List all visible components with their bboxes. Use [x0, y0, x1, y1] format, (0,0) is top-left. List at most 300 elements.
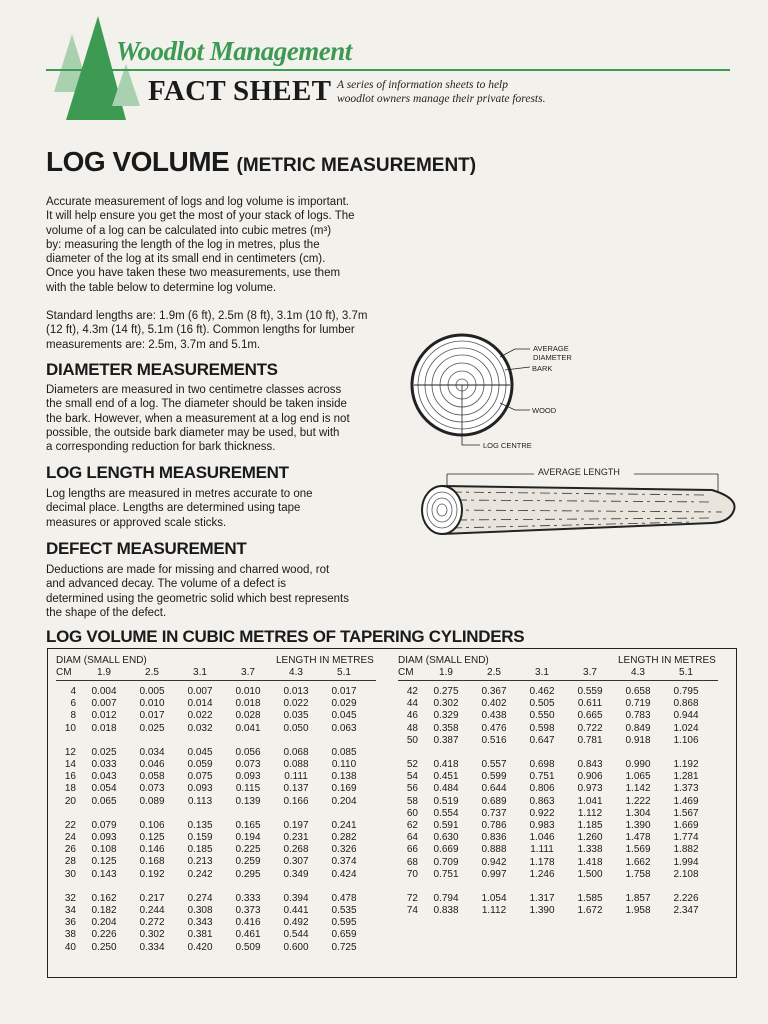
- table-row: [398, 735, 728, 747]
- volume-cell: 0.250: [91, 941, 117, 953]
- volume-cell: 0.204: [91, 917, 117, 929]
- volume-cell: 1.111: [530, 844, 554, 856]
- volume-cell: 1.065: [625, 771, 651, 783]
- volume-cell: 1.958: [625, 905, 651, 917]
- volume-cell: 0.550: [529, 710, 555, 722]
- table-row: [56, 832, 386, 844]
- volume-cell: 0.137: [283, 783, 309, 795]
- table-row: [398, 796, 728, 808]
- volume-cell: 0.068: [283, 746, 309, 758]
- text-line: Standard lengths are: 1.9m (6 ft), 2.5m (8 ft), 3.1m (10 ft), 3.7m: [46, 310, 368, 322]
- volume-cell: 1.390: [529, 905, 555, 917]
- volume-cell: 0.611: [577, 698, 603, 710]
- label-average-diameter: AVERAGE DIAMETER: [533, 344, 572, 362]
- volume-cell: 0.997: [481, 868, 507, 880]
- volume-cell: 0.139: [235, 795, 261, 807]
- diameter-cell: 12: [64, 746, 76, 758]
- volume-cell: 0.022: [283, 698, 309, 710]
- volume-cell: 0.054: [91, 783, 117, 795]
- volume-cell: 0.045: [187, 746, 213, 758]
- volume-cell: 0.125: [91, 856, 117, 868]
- volume-cell: 1.246: [529, 868, 555, 880]
- volume-cell: 0.017: [331, 686, 357, 697]
- defect-heading: DEFECT MEASUREMENT: [46, 539, 247, 558]
- volume-cell: 0.795: [673, 686, 699, 697]
- volume-cell: 0.794: [433, 893, 459, 904]
- intro-paragraph: [46, 195, 381, 295]
- diameter-paragraph: [46, 383, 381, 454]
- volume-cell: 0.783: [625, 710, 651, 722]
- volume-cell: 0.059: [187, 759, 213, 770]
- diameter-cell: 36: [64, 917, 76, 929]
- volume-cell: 0.194: [235, 832, 261, 843]
- table-row: [398, 808, 728, 820]
- volume-cell: 0.093: [235, 771, 261, 783]
- table-row: [56, 796, 386, 808]
- volume-cell: 0.143: [91, 868, 117, 880]
- volume-cell: 0.093: [187, 783, 213, 795]
- volume-cell: 1.882: [673, 844, 699, 856]
- volume-cell: 0.045: [331, 710, 357, 722]
- volume-cell: 0.063: [331, 722, 357, 734]
- diameter-cell: 40: [64, 941, 76, 953]
- diameter-cell: 44: [406, 698, 418, 710]
- length-col-header: 3.1: [535, 667, 549, 678]
- volume-cell: 0.165: [235, 819, 261, 831]
- volume-cell: 0.046: [139, 759, 165, 770]
- volume-cell: 1.500: [577, 868, 603, 880]
- volume-cell: 0.089: [139, 795, 165, 807]
- volume-cell: 0.420: [187, 941, 213, 953]
- volume-cell: 1.185: [577, 820, 603, 831]
- fact-sheet-header: [0, 0, 768, 125]
- length-label: LENGTH IN METRES: [276, 655, 374, 666]
- volume-cell: 0.418: [433, 759, 459, 770]
- volume-cell: 0.041: [235, 722, 261, 734]
- diam-label: DIAM (SMALL END): [56, 655, 147, 666]
- length-heading: LOG LENGTH MEASUREMENT: [46, 463, 289, 482]
- volume-cell: 0.282: [331, 832, 357, 843]
- diameter-cell: 62: [406, 820, 418, 831]
- volume-cell: 0.110: [331, 759, 357, 770]
- volume-cell: 0.168: [139, 856, 165, 868]
- log-end-diagram: [405, 325, 605, 455]
- length-col-header: 1.9: [439, 667, 453, 678]
- header-rule: [46, 69, 730, 71]
- volume-cell: 0.781: [577, 734, 603, 746]
- text-line: with the table below to determine log volume.: [46, 281, 277, 294]
- volume-cell: 1.672: [577, 905, 603, 917]
- volume-cell: 0.669: [433, 844, 459, 856]
- text-line: the shape of the defect.: [46, 606, 167, 619]
- volume-cell: 0.079: [91, 819, 117, 831]
- volume-cell: 0.922: [529, 807, 555, 819]
- volume-cell: 1.178: [529, 856, 555, 868]
- volume-cell: 0.329: [433, 710, 459, 722]
- diameter-cell: 74: [406, 905, 418, 917]
- diameter-cell: 70: [406, 868, 418, 880]
- volume-cell: 0.658: [625, 686, 651, 697]
- volume-cell: 1.418: [577, 856, 603, 868]
- volume-cell: 0.751: [433, 868, 459, 880]
- diameter-cell: 16: [64, 771, 76, 783]
- volume-cell: 0.505: [529, 698, 555, 710]
- volume-cell: 0.115: [235, 783, 261, 795]
- volume-cell: 0.259: [235, 856, 261, 868]
- volume-cell: 0.295: [235, 868, 261, 880]
- volume-cell: 1.569: [625, 844, 651, 856]
- label-average-length: AVERAGE LENGTH: [538, 467, 620, 477]
- volume-cell: 0.476: [481, 722, 507, 734]
- length-col-header: 2.5: [145, 667, 159, 678]
- defect-paragraph: [46, 563, 381, 620]
- tree-logo-icon: [50, 14, 142, 122]
- table-row: [56, 710, 386, 722]
- volume-cell: 0.010: [235, 686, 261, 697]
- table-row: [56, 893, 386, 905]
- volume-cell: 0.111: [284, 771, 308, 783]
- volume-cell: 0.241: [331, 819, 357, 831]
- diameter-cell: 46: [406, 710, 418, 722]
- volume-cell: 1.994: [673, 856, 699, 868]
- volume-cell: 0.849: [625, 722, 651, 734]
- volume-cell: 0.559: [577, 686, 603, 697]
- label-log-centre: LOG CENTRE: [483, 441, 532, 450]
- table-row: [56, 869, 386, 881]
- volume-cell: 0.005: [139, 686, 165, 697]
- volume-cell: 0.863: [529, 795, 555, 807]
- diameter-cell: 10: [64, 722, 76, 734]
- volume-cell: 1.317: [529, 893, 555, 904]
- volume-cell: 0.358: [433, 722, 459, 734]
- volume-cell: 0.591: [433, 820, 459, 831]
- length-paragraph: [46, 487, 381, 530]
- page-title: LOG VOLUME (METRIC MEASUREMENT): [46, 146, 477, 177]
- volume-cell: 0.424: [331, 868, 357, 880]
- table-row: [398, 771, 728, 783]
- table-row: [398, 686, 728, 698]
- volume-cell: 0.544: [283, 929, 309, 941]
- brand-title: Woodlot Management: [116, 36, 352, 66]
- table-row: [398, 832, 728, 844]
- table-row: [398, 844, 728, 856]
- label-wood: WOOD: [532, 406, 557, 415]
- volume-cell: 0.169: [331, 783, 357, 795]
- volume-cell: 0.888: [481, 844, 507, 856]
- volume-cell: 0.025: [139, 722, 165, 734]
- length-col-header: 4.3: [631, 667, 645, 678]
- volume-cell: 0.554: [433, 807, 459, 819]
- volume-cell: 0.125: [139, 832, 165, 843]
- volume-cell: 0.231: [283, 832, 309, 843]
- cm-label: CM: [398, 667, 414, 678]
- text-line: measurements are: 2.5m, 3.7m and 5.1m.: [46, 338, 261, 351]
- text-line: Diameters are measured in two centimetre classes across: [46, 384, 342, 396]
- volume-cell: 0.557: [481, 759, 507, 770]
- volume-cell: 0.478: [331, 892, 357, 904]
- length-col-header: 3.1: [193, 667, 207, 678]
- diameter-cell: 32: [64, 892, 76, 904]
- diameter-cell: 66: [406, 844, 418, 856]
- volume-cell: 0.308: [187, 905, 213, 916]
- diameter-cell: 64: [406, 832, 418, 844]
- volume-cell: 0.307: [283, 856, 309, 868]
- length-col-header: 2.5: [487, 667, 501, 678]
- volume-cell: 0.274: [187, 892, 213, 904]
- volume-cell: 0.073: [139, 783, 165, 795]
- volume-cell: 0.719: [625, 698, 651, 710]
- table-row: [56, 686, 386, 698]
- volume-cell: 0.113: [187, 795, 213, 807]
- volume-cell: 1.469: [673, 795, 699, 807]
- volume-cell: 0.944: [673, 710, 699, 722]
- volume-cell: 1.106: [673, 734, 699, 746]
- volume-cell: 1.142: [625, 783, 651, 795]
- table-row: [398, 893, 728, 905]
- volume-cell: 0.519: [433, 795, 459, 807]
- diameter-cell: 60: [406, 807, 418, 819]
- volume-cell: 0.225: [235, 844, 261, 856]
- volume-cell: 0.595: [331, 917, 357, 929]
- table-row: [56, 942, 386, 954]
- diameter-cell: 24: [64, 832, 76, 843]
- volume-cell: 1.774: [673, 832, 699, 844]
- table-row: [398, 759, 728, 771]
- volume-cell: 0.600: [283, 941, 309, 953]
- volume-cell: 1.192: [673, 759, 699, 770]
- fact-sheet-title: FACT SHEET: [148, 75, 332, 107]
- volume-cell: 0.509: [235, 941, 261, 953]
- volume-table: [47, 648, 737, 978]
- diameter-cell: 26: [64, 844, 76, 856]
- diameter-cell: 54: [406, 771, 418, 783]
- text-line: volume of a log can be calculated into cubic metres (m³): [46, 224, 332, 237]
- volume-cell: 0.598: [529, 722, 555, 734]
- diameter-cell: 30: [64, 868, 76, 880]
- volume-cell: 0.836: [481, 832, 507, 844]
- text-line: the small end of a log. The diameter should be taken inside: [46, 398, 347, 411]
- volume-cell: 0.018: [235, 698, 261, 710]
- volume-cell: 0.012: [91, 710, 117, 722]
- volume-cell: 1.669: [673, 820, 699, 831]
- volume-cell: 2.108: [673, 868, 699, 880]
- volume-cell: 2.347: [673, 905, 699, 917]
- volume-cell: 0.093: [91, 832, 117, 843]
- volume-cell: 0.906: [577, 771, 603, 783]
- volume-cell: 0.698: [529, 759, 555, 770]
- volume-cell: 0.942: [481, 856, 507, 868]
- volume-cell: 1.112: [577, 807, 603, 819]
- volume-cell: 0.050: [283, 722, 309, 734]
- volume-cell: 1.281: [673, 771, 699, 783]
- diameter-cell: 18: [64, 783, 76, 795]
- volume-cell: 0.462: [529, 686, 555, 697]
- volume-cell: 0.106: [139, 819, 165, 831]
- table-row: [56, 929, 386, 941]
- table-row: [398, 820, 728, 832]
- volume-cell: 0.025: [91, 746, 117, 758]
- volume-cell: 1.373: [673, 783, 699, 795]
- diameter-cell: 8: [70, 710, 76, 722]
- length-col-header: 5.1: [337, 667, 351, 678]
- volume-cell: 0.029: [331, 698, 357, 710]
- volume-cell: 0.226: [91, 929, 117, 941]
- volume-cell: 0.043: [91, 771, 117, 783]
- volume-cell: 0.438: [481, 710, 507, 722]
- diameter-cell: 68: [406, 856, 418, 868]
- volume-cell: 0.073: [235, 759, 261, 770]
- volume-cell: 0.007: [187, 686, 213, 697]
- volume-cell: 0.017: [139, 710, 165, 722]
- table-row: [56, 747, 386, 759]
- volume-cell: 0.085: [331, 746, 357, 758]
- volume-cell: 0.033: [91, 759, 117, 770]
- text-line: Accurate measurement of logs and log volume is important.: [46, 196, 349, 208]
- volume-cell: 0.722: [577, 722, 603, 734]
- length-col-header: 4.3: [289, 667, 303, 678]
- volume-cell: 0.492: [283, 917, 309, 929]
- diameter-cell: 50: [406, 734, 418, 746]
- volume-cell: 0.326: [331, 844, 357, 856]
- diameter-cell: 42: [406, 686, 418, 697]
- volume-cell: 0.135: [187, 819, 213, 831]
- text-line: by: measuring the length of the log in metres, plus the: [46, 238, 320, 251]
- volume-cell: 0.349: [283, 868, 309, 880]
- volume-cell: 0.302: [139, 929, 165, 941]
- volume-cell: 1.390: [625, 820, 651, 831]
- volume-cell: 0.843: [577, 759, 603, 770]
- volume-cell: 0.484: [433, 783, 459, 795]
- length-col-header: 3.7: [583, 667, 597, 678]
- volume-cell: 0.647: [529, 734, 555, 746]
- table-heading: LOG VOLUME IN CUBIC METRES OF TAPERING CYLINDERS: [46, 627, 525, 646]
- text-line: Once you have taken these two measurements, use them: [46, 267, 341, 280]
- text-line: determined using the geometric solid which best represents: [46, 592, 349, 605]
- table-row: [56, 844, 386, 856]
- text-line: possible, the outside bark diameter may be used, but with: [46, 426, 340, 439]
- volume-cell: 1.054: [481, 893, 507, 904]
- volume-cell: 0.402: [481, 698, 507, 710]
- volume-cell: 0.162: [91, 892, 117, 904]
- table-row: [56, 905, 386, 917]
- text-line: the bark. However, when a measurement at a log end is not: [46, 412, 350, 425]
- volume-cell: 0.973: [577, 783, 603, 795]
- volume-cell: 0.416: [235, 917, 261, 929]
- volume-cell: 0.022: [187, 710, 213, 722]
- volume-cell: 1.478: [625, 832, 651, 844]
- standard-lengths-paragraph: [46, 309, 381, 352]
- table-row: [398, 710, 728, 722]
- diameter-cell: 28: [64, 856, 76, 868]
- table-row: [56, 917, 386, 929]
- volume-cell: 0.709: [433, 856, 459, 868]
- volume-cell: 0.013: [283, 686, 309, 697]
- diameter-cell: 38: [64, 929, 76, 941]
- table-row: [56, 723, 386, 735]
- text-line: (12 ft), 4.3m (14 ft), 5.1m (16 ft). Common lengths for lumber: [46, 324, 355, 337]
- volume-cell: 0.217: [139, 892, 165, 904]
- diameter-cell: 72: [406, 893, 418, 904]
- volume-cell: 1.567: [673, 807, 699, 819]
- length-col-header: 1.9: [97, 667, 111, 678]
- cm-label: CM: [56, 667, 72, 678]
- table-row: [398, 698, 728, 710]
- volume-cell: 0.644: [481, 783, 507, 795]
- table-row: [398, 905, 728, 917]
- volume-cell: 0.213: [187, 856, 213, 868]
- volume-cell: 0.058: [139, 771, 165, 783]
- volume-cell: 0.028: [235, 710, 261, 722]
- volume-cell: 0.918: [625, 734, 651, 746]
- volume-cell: 0.725: [331, 941, 357, 953]
- volume-cell: 0.014: [187, 698, 213, 710]
- text-line: a corresponding reduction for bark thickness.: [46, 441, 276, 454]
- volume-cell: 0.983: [529, 820, 555, 831]
- table-row: [56, 820, 386, 832]
- table-row: [56, 698, 386, 710]
- volume-cell: 0.374: [331, 856, 357, 868]
- volume-cell: 0.333: [235, 892, 261, 904]
- volume-cell: 0.146: [139, 844, 165, 856]
- volume-cell: 0.838: [433, 905, 459, 917]
- table-row: [398, 869, 728, 881]
- volume-cell: 1.222: [625, 795, 651, 807]
- volume-cell: 1.585: [577, 893, 603, 904]
- volume-cell: 0.441: [283, 905, 309, 916]
- header-rule: [398, 680, 718, 681]
- volume-cell: 0.451: [433, 771, 459, 783]
- volume-cell: 0.065: [91, 795, 117, 807]
- volume-cell: 0.373: [235, 905, 261, 916]
- volume-cell: 0.990: [625, 759, 651, 770]
- volume-cell: 1.662: [625, 856, 651, 868]
- volume-cell: 0.204: [331, 795, 357, 807]
- volume-cell: 0.197: [283, 819, 309, 831]
- volume-cell: 0.242: [187, 868, 213, 880]
- diameter-cell: 56: [406, 783, 418, 795]
- volume-cell: 1.024: [673, 722, 699, 734]
- volume-cell: 0.004: [91, 686, 117, 697]
- table-row: [56, 783, 386, 795]
- volume-cell: 0.516: [481, 734, 507, 746]
- volume-cell: 0.007: [91, 698, 117, 710]
- text-line: measures or approved scale sticks.: [46, 516, 227, 529]
- volume-cell: 0.394: [283, 892, 309, 904]
- label-bark: BARK: [532, 364, 553, 373]
- volume-cell: 0.018: [91, 722, 117, 734]
- volume-cell: 0.032: [187, 722, 213, 734]
- volume-cell: 0.806: [529, 783, 555, 795]
- diam-label: DIAM (SMALL END): [398, 655, 489, 666]
- volume-cell: 0.461: [235, 929, 261, 941]
- volume-cell: 1.304: [625, 807, 651, 819]
- volume-cell: 0.737: [481, 807, 507, 819]
- volume-cell: 0.599: [481, 771, 507, 783]
- volume-cell: 1.260: [577, 832, 603, 844]
- volume-cell: 0.868: [673, 698, 699, 710]
- volume-cell: 0.367: [481, 686, 507, 697]
- volume-cell: 1.857: [625, 893, 651, 904]
- diameter-heading: DIAMETER MEASUREMENTS: [46, 360, 278, 379]
- volume-cell: 0.302: [433, 698, 459, 710]
- text-line: diameter of the log at its small end in centimeters (cm).: [46, 253, 326, 266]
- volume-cell: 0.387: [433, 734, 459, 746]
- volume-cell: 0.272: [139, 917, 165, 929]
- text-line: Deductions are made for missing and charred wood, rot: [46, 564, 330, 576]
- volume-cell: 0.381: [187, 929, 213, 941]
- volume-cell: 0.786: [481, 820, 507, 831]
- volume-cell: 0.192: [139, 868, 165, 880]
